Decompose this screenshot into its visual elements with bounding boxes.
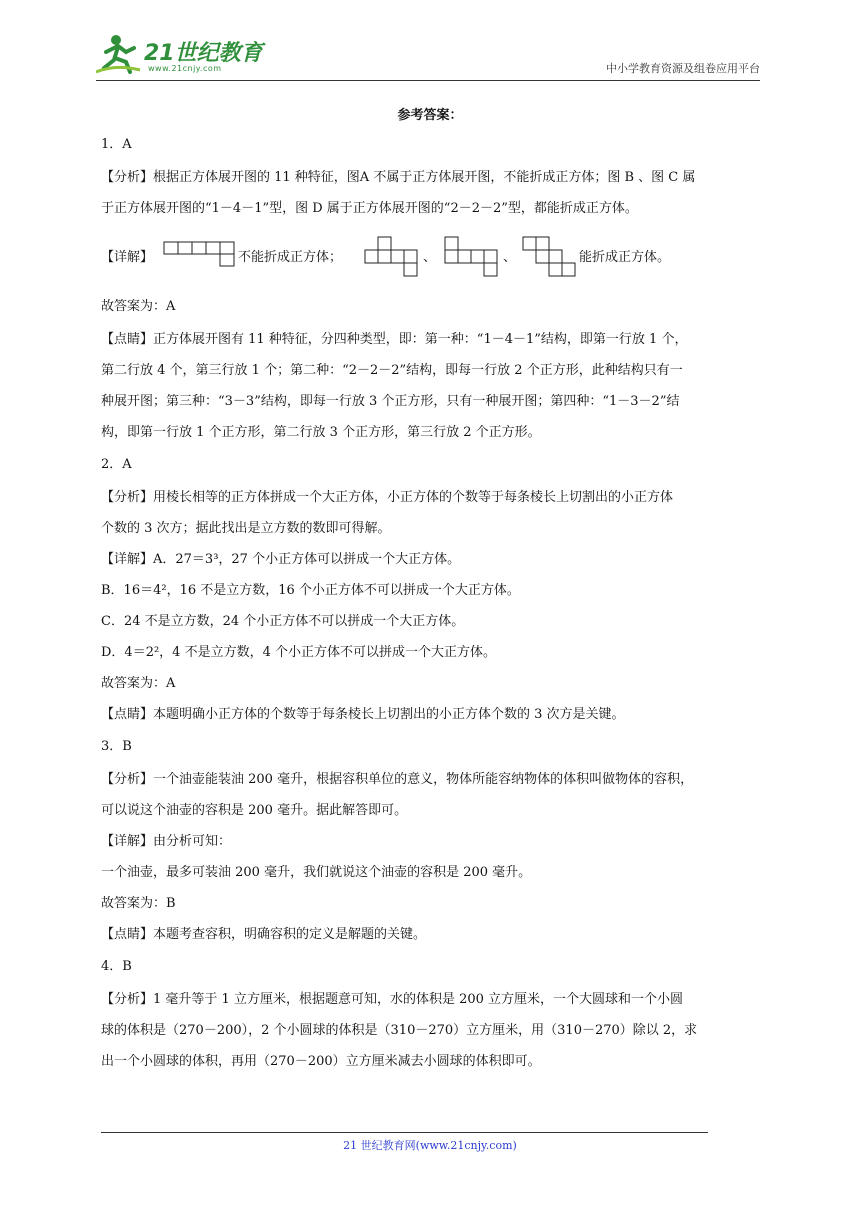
analysis-line: 个数的 3 次方；据此找出是立方数的数即可得解。: [101, 521, 391, 536]
answer-content-continued: [101, 290, 763, 1077]
detail-line: 【详解】A．27＝3³，27 个小正方体可以拼成一个大正方体。: [101, 552, 461, 567]
page-header: [96, 30, 760, 81]
answer-line: 4．B: [101, 959, 132, 974]
analysis-line: 【分析】1 毫升等于 1 立方厘米，根据题意可知，水的体积是 200 立方厘米，一个大圆球和一个小圆: [101, 992, 684, 1007]
detail-line: 【详解】由分析可知：: [101, 834, 232, 849]
conclusion-line: 故答案为：A: [101, 676, 176, 691]
answer-line: 3．B: [101, 739, 132, 754]
answer-content: [101, 128, 763, 224]
answer-line: 2．A: [101, 457, 132, 472]
cube-net-c: [443, 236, 501, 278]
detail-label: 【详解】: [101, 250, 154, 265]
not-foldable-text: 不能折成正方体；: [238, 250, 343, 265]
logo: [96, 30, 266, 78]
comment-line: 构，即第一行放 1 个正方形，第二行放 3 个正方形，第三行放 2 个正方形。: [101, 425, 541, 440]
comment-line: 【点睛】正方体展开图有 11 种特征，分四种类型，即：第一种：“1－4－1”结构，即第一行放 1 个，: [101, 332, 688, 347]
comment-line: 【点睛】本题明确小正方体的个数等于每条棱长上切割出的小正方体个数的 3 次方是关键。: [101, 707, 625, 722]
cube-nets-row: [101, 236, 763, 278]
analysis-line: 于正方体展开图的“1－4－1”型，图 D 属于正方体展开图的“2－2－2”型，都能折成正方体。: [101, 201, 638, 216]
comment-line: 种展开图；第三种：“3－3”结构，即每一行放 3 个正方形，只有一种展开图；第四种：“1－3－2”结: [101, 394, 680, 409]
separator: 、: [503, 250, 517, 265]
conclusion-line: 故答案为：A: [101, 299, 176, 314]
answer-line: 1．A: [101, 137, 132, 152]
foldable-text: 能折成正方体。: [579, 250, 671, 265]
detail-line: C．24 不是立方数，24 个小正方体不可以拼成一个大正方体。: [101, 614, 465, 629]
conclusion-line: 故答案为：B: [101, 896, 176, 911]
page-title: 参考答案：: [397, 108, 463, 123]
svg-text:21世纪教育: 21世纪教育: [144, 41, 263, 66]
footer-divider: [101, 1132, 708, 1133]
analysis-line: 球的体积是（270－200），2 个小圆球的体积是（310－270）立方厘米，用（310－270）除以 2，求: [101, 1023, 698, 1038]
platform-name: 中小学教育资源及组卷应用平台: [606, 62, 760, 75]
cube-net-d: [521, 236, 579, 278]
footer-link[interactable]: 21 世纪教育网(www.21cnjy.com): [343, 1139, 517, 1152]
separator: 、: [423, 250, 437, 265]
analysis-line: 【分析】用棱长相等的正方体拼成一个大正方体，小正方体的个数等于每条棱长上切割出的小正方体: [101, 490, 674, 505]
detail-line: D．4＝2²，4 不是立方数，4 个小正方体不可以拼成一个大正方体。: [101, 645, 496, 660]
comment-line: 【点睛】本题考查容积，明确容积的定义是解题的关键。: [101, 927, 427, 942]
cube-net-b: [363, 236, 421, 278]
analysis-line: 【分析】根据正方体展开图的 11 种特征，图A 不属于正方体展开图，不能折成正方体；图 B 、图 C 属: [101, 170, 696, 185]
cube-net-a: [163, 240, 235, 270]
analysis-line: 【分析】一个油壶能装油 200 毫升，根据容积单位的意义，物体所能容纳物体的体积叫做物体的容积，: [101, 772, 694, 787]
logo-url: www.21cnjy.com: [148, 64, 222, 73]
detail-line: 一个油壶，最多可装油 200 毫升，我们就说这个油壶的容积是 200 毫升。: [101, 865, 532, 880]
comment-line: 第二行放 4 个，第三行放 1 个；第二种：“2－2－2”结构，即每一行放 2 个正方形，此种结构只有一: [101, 363, 683, 378]
analysis-line: 可以说这个油壶的容积是 200 毫升。据此解答即可。: [101, 803, 408, 818]
analysis-line: 出一个小圆球的体积，再用（270－200）立方厘米减去小圆球的体积即可。: [101, 1054, 541, 1069]
detail-line: B．16＝4²，16 不是立方数，16 个小正方体不可以拼成一个大正方体。: [101, 583, 520, 598]
